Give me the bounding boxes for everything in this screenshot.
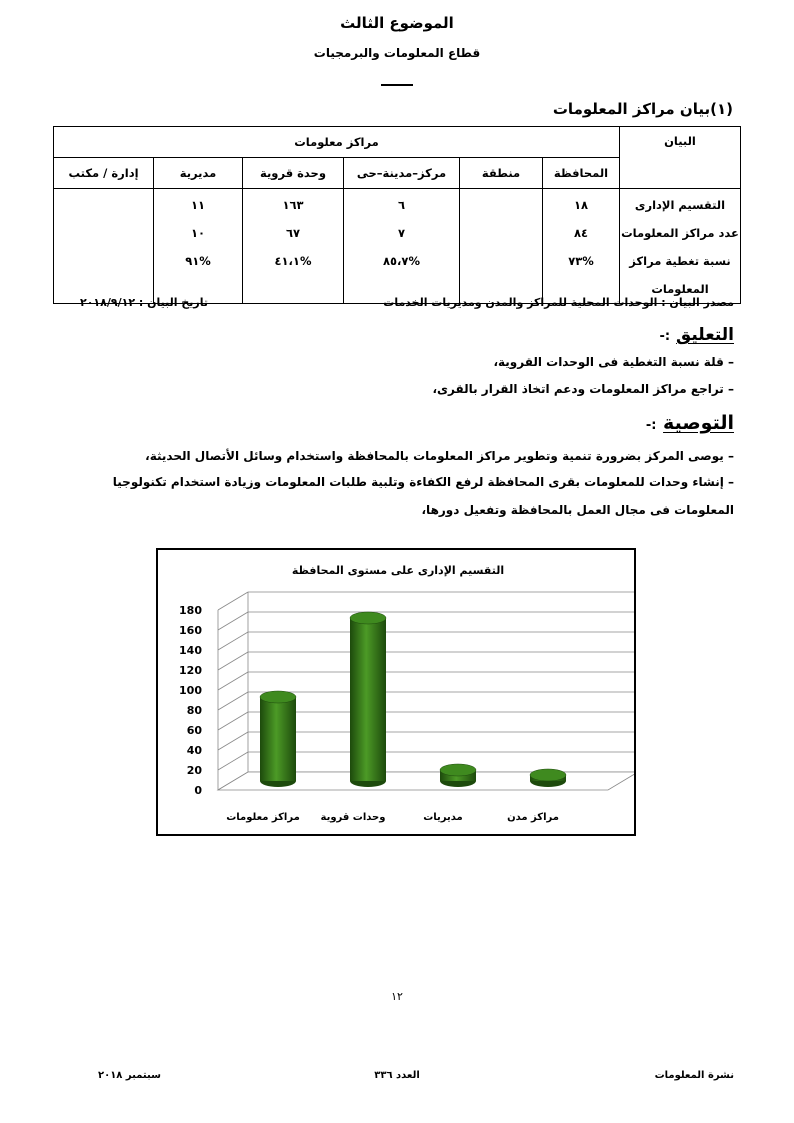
table-cell: %٤١،١ bbox=[274, 254, 312, 268]
row-label: التقسيم الإدارى bbox=[634, 198, 726, 212]
x-tick-label: مراكز مدن bbox=[507, 812, 559, 823]
row-label: نسبة تغطية مراكز bbox=[629, 254, 731, 268]
chart-frame bbox=[156, 548, 636, 836]
col-header: وحدة قروية bbox=[243, 158, 344, 189]
page-subtitle: قطاع المعلومات والبرمجيات bbox=[313, 46, 481, 60]
y-tick-label: 100 bbox=[179, 684, 202, 697]
bar bbox=[530, 769, 566, 787]
gridline-diagonal bbox=[218, 672, 248, 690]
comment-line: – قلة نسبة التغطية فى الوحدات القروية، bbox=[493, 355, 734, 369]
col-values-directorate bbox=[154, 189, 243, 304]
page-number: ١٢ bbox=[391, 990, 403, 1003]
table-cell: ٦٧ bbox=[285, 226, 301, 240]
col-values-office bbox=[54, 189, 154, 304]
y-tick-label: 80 bbox=[186, 704, 202, 717]
recommendation-line: – إنشاء وحدات للمعلومات بقرى المحافظة لرفع الكفاءة وتلبية طلبات المعلومات وزيادة استخدام تكنولوجيا المعلومات فى مجال العمل بالمحافظة وتفعيل دورها، bbox=[112, 475, 734, 517]
recommendation-line: – يوصى المركز بضرورة تنمية وتطوير مراكز المعلومات بالمحافظة واستخدام وسائل الأتصال الحديثة، bbox=[145, 449, 734, 463]
table-cell: %٨٥،٧ bbox=[383, 254, 420, 268]
footer-bulletin: نشرة المعلومات bbox=[654, 1070, 734, 1081]
section-heading: (١)بيان مراكز المعلومات bbox=[552, 100, 733, 118]
row-label: عدد مراكز المعلومات bbox=[621, 226, 739, 240]
table-cell: %٩١ bbox=[185, 254, 211, 268]
footer-issue: العدد ٣٣٦ bbox=[374, 1070, 420, 1081]
footer-date: سبتمبر ٢٠١٨ bbox=[98, 1070, 161, 1081]
data-source: مصدر البيان : الوحدات المحلية للمراكز والمدن ومديريات الخدمات bbox=[383, 296, 734, 309]
table-cell: ٨٤ bbox=[573, 226, 589, 240]
comment-heading-text: التعليق bbox=[676, 325, 734, 345]
recommendation-heading-text: التوصية bbox=[663, 412, 734, 434]
bar bbox=[440, 764, 476, 787]
recommendation-heading-suffix: :- bbox=[645, 418, 657, 433]
y-tick-label: 160 bbox=[179, 624, 202, 637]
header-group: مراكز معلومات bbox=[54, 127, 620, 158]
page-title: الموضوع الثالث bbox=[340, 14, 454, 32]
gridline-diagonal bbox=[218, 652, 248, 670]
comment-line: – تراجع مراكز المعلومات ودعم اتخاذ القرار بالقرى، bbox=[432, 382, 734, 396]
x-tick-label: مراكز معلومات bbox=[226, 812, 300, 823]
gridline-diagonal bbox=[218, 732, 248, 750]
row-labels-cell bbox=[620, 189, 741, 304]
table-cell: ٧ bbox=[397, 226, 406, 240]
gridline-diagonal bbox=[218, 632, 248, 650]
gridline-diagonal bbox=[218, 692, 248, 710]
y-tick-label: 120 bbox=[179, 664, 202, 677]
table-cell: ٦ bbox=[397, 198, 406, 212]
table-cell: ١٠ bbox=[190, 226, 206, 240]
col-header: مديرية bbox=[154, 158, 243, 189]
y-tick-label: 20 bbox=[186, 764, 202, 777]
comment-heading-suffix: :- bbox=[659, 329, 671, 344]
gridline-diagonal bbox=[218, 592, 248, 610]
chart-title: التقسيم الإدارى على مستوى المحافظة bbox=[291, 564, 505, 577]
x-tick-label: مديريات bbox=[423, 812, 463, 823]
info-centers-table bbox=[53, 126, 741, 304]
y-tick-label: 180 bbox=[179, 604, 202, 617]
col-header: إدارة / مكتب bbox=[54, 158, 154, 189]
title-divider bbox=[381, 84, 413, 86]
y-tick-label: 140 bbox=[179, 644, 202, 657]
col-header: المحافظة bbox=[543, 158, 620, 189]
y-tick-label: 0 bbox=[194, 784, 202, 797]
col-values-center-city bbox=[344, 189, 460, 304]
data-date: تاريخ البيان : ٢٠١٨/٩/١٢ bbox=[80, 296, 208, 309]
col-header: مركز–مدينة–حى bbox=[344, 158, 460, 189]
col-values-region bbox=[460, 189, 543, 304]
bar bbox=[350, 612, 386, 787]
table-cell: ١٦٣ bbox=[282, 198, 304, 212]
gridline-diagonal bbox=[218, 712, 248, 730]
col-header: منطقة bbox=[460, 158, 543, 189]
x-tick-label: وحدات قروية bbox=[320, 812, 386, 823]
recommendation-heading bbox=[646, 412, 734, 434]
table-cell: ١٨ bbox=[573, 198, 589, 212]
gridline-diagonal bbox=[218, 612, 248, 630]
header-bayan: البيان bbox=[620, 127, 741, 189]
bar bbox=[260, 691, 296, 787]
bar-chart bbox=[158, 550, 634, 834]
y-tick-label: 40 bbox=[186, 744, 202, 757]
gridline-diagonal bbox=[218, 752, 248, 770]
y-tick-label: 60 bbox=[186, 724, 202, 737]
row-label: المعلومات bbox=[651, 282, 709, 296]
col-values-village-unit bbox=[243, 189, 344, 304]
col-values-governorate bbox=[543, 189, 620, 304]
comment-heading bbox=[660, 325, 734, 345]
table-cell: %٧٣ bbox=[568, 254, 594, 268]
table-cell: ١١ bbox=[190, 198, 206, 212]
